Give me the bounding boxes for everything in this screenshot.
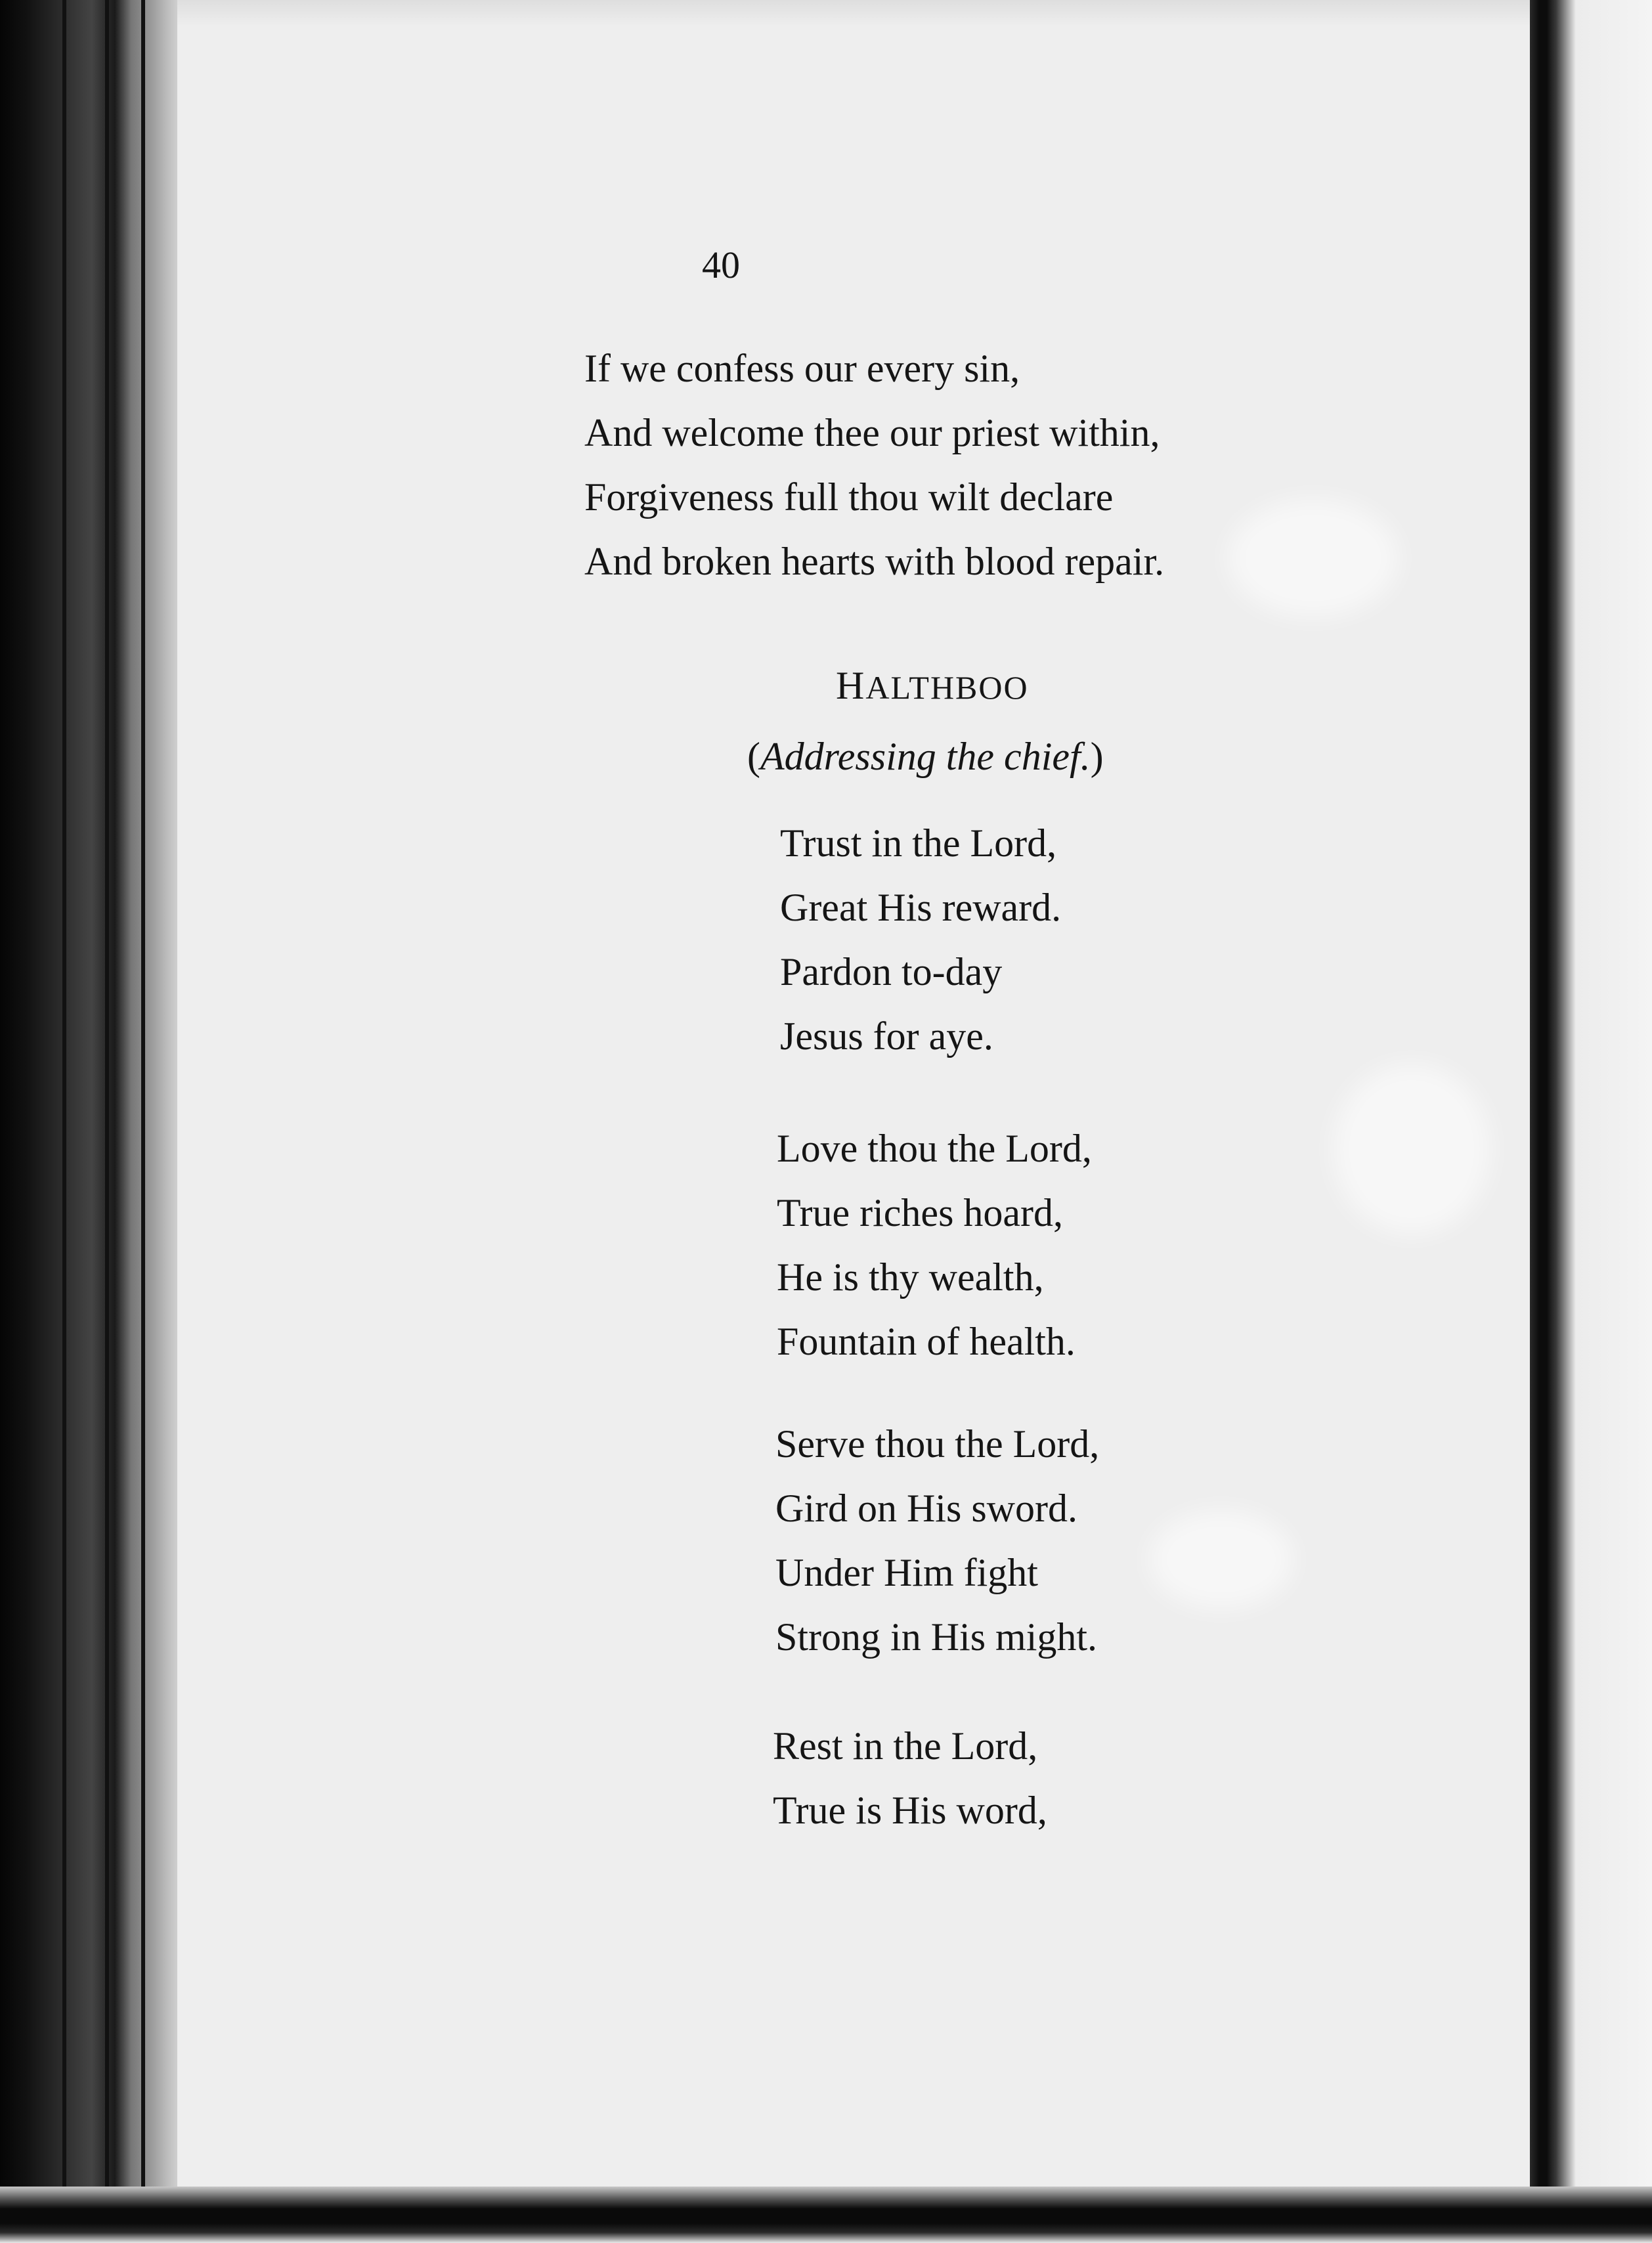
stage-direction [747,734,1104,779]
verse-line: Pardon to-day [780,950,1003,993]
verse-line: Serve thou the Lord, [775,1422,1100,1466]
verse-line: If we confess our every sin, [584,347,1020,390]
page-top-edge [177,0,1530,26]
book-page [177,0,1530,2187]
stanza-love [777,1116,1092,1374]
verse-line: Trust in the Lord, [780,821,1057,865]
verse-line: He is thy wealth, [777,1255,1044,1299]
speaker-initial: H [836,664,866,707]
page-number: 40 [702,244,740,286]
verse-line: True is His word, [773,1789,1047,1832]
speaker-rest: ALTHBOO [865,669,1029,706]
stanza-opening [584,336,1164,594]
scan-blemish [1333,1064,1490,1234]
stanza-serve [775,1412,1099,1669]
verse-line: Rest in the Lord, [773,1724,1038,1768]
stage-direction-text: Addressing the chief. [760,735,1091,778]
scan-blemish [1228,499,1399,617]
verse-line: Gird on His sword. [775,1487,1077,1530]
scan-blemish [1149,1510,1293,1609]
verse-line: Strong in His might. [775,1615,1098,1659]
verse-line: And welcome thee our priest within, [584,411,1160,454]
binding-fold-line [105,0,109,2243]
verse-line: And broken hearts with blood repair. [584,540,1165,583]
verse-line: Jesus for aye. [780,1014,993,1058]
verse-line: Forgiveness full thou wilt declare [584,475,1114,519]
paren-close: ) [1090,735,1104,778]
stanza-rest [773,1714,1047,1842]
stanza-trust [780,811,1061,1068]
paren-open: ( [747,735,760,778]
binding-fold-line [62,0,66,2243]
verse-line: Fountain of health. [777,1320,1076,1363]
verse-line: True riches hoard, [777,1191,1064,1234]
verse-line: Love thou the Lord, [777,1127,1092,1170]
book-binding-left-edge [0,0,177,2243]
speaker-name [836,663,1029,708]
book-right-edge [1530,0,1652,2243]
binding-fold-line [141,0,145,2243]
verse-line: Under Him fight [775,1551,1038,1594]
book-bottom-edge [0,2187,1652,2243]
verse-line: Great His reward. [780,886,1062,929]
